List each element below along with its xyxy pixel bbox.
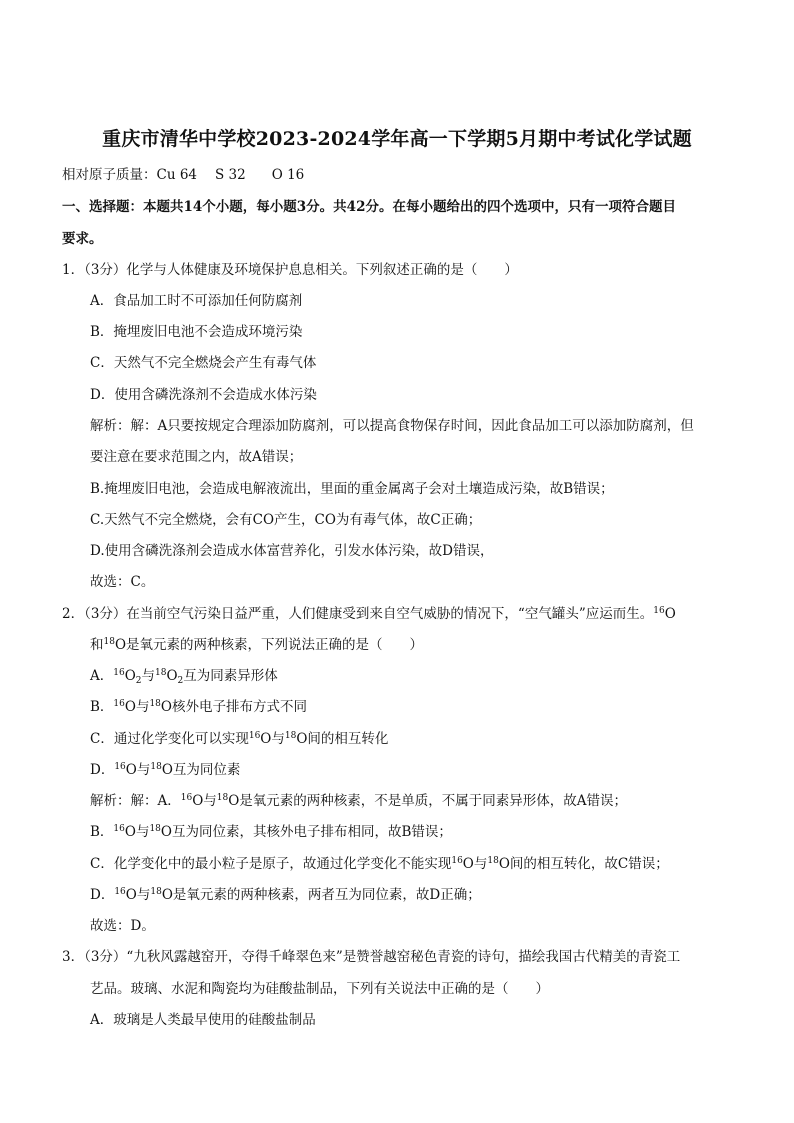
option-text: 互为同素异形体 [183,668,278,684]
atomic-mass-o: O 16 [271,167,305,183]
option-text: O互为同位素 [161,762,241,778]
q2-option-b [90,698,307,716]
q1-explanation-line4: C.天然气不完全燃烧，会有CO产生，CO为有毒气体，故C正确； [90,512,482,528]
q1-explanation-line5: D.使用含磷洗涤剂会造成水体富营养化，引发水体污染，故D错误， [90,543,494,559]
q2-option-c [90,730,388,748]
q3-option-a: A．玻璃是人类最早使用的硅酸盐制品 [90,1012,316,1028]
mass-number-18: 18 [216,793,229,803]
mass-number-16: 16 [113,824,125,834]
explanation-text: O与 [462,856,488,872]
mass-number-16: 16 [113,699,125,709]
section1-instructions-line1: 一、选择题：本题共14个小题，每小题3分。共42分。在每小题给出的四个选项中，只有一项符合题目 [62,199,676,215]
q3-stem-line1: 3．（3分）“九秋风露越窑开，夺得千峰翠色来”是赞誉越窑秘色青瓷的诗句，描绘我国古代精美的青瓷工 [62,949,681,965]
q1-explanation-line2: 要注意在要求范围之内，故A错误； [90,449,303,465]
explanation-text: O是氧元素的两种核素，不是单质，不属于同素异形体，故A错误； [228,793,628,809]
mass-number-18: 18 [103,637,115,647]
q2-explanation-line4 [90,886,481,904]
option-letter: A． [90,668,114,684]
oxygen-symbol: O [124,668,136,684]
q2-explanation-line2 [90,823,452,841]
mass-number-18: 18 [150,887,162,897]
option-letter: D． [90,762,115,778]
explanation-text: O互为同位素，其核外电子排布相同，故B错误； [160,824,452,840]
explanation-text: O是氧元素的两种核素，两者互为同位素，故D正确； [161,887,481,903]
option-letter: B． [90,699,114,715]
subscript-2: 2 [135,676,142,686]
oxygen-symbol: O [664,606,676,622]
q1-option-d: D．使用含磷洗涤剂不会造成水体污染 [90,387,317,403]
q2-stem-line1 [62,605,676,623]
mass-number-18: 18 [150,762,162,772]
atomic-mass-cu: Cu 64 [156,167,197,183]
mass-number-16: 16 [114,887,126,897]
explanation-text: O间的相互转化，故C错误； [498,856,669,872]
mass-number-16: 16 [653,606,665,616]
mass-number-16: 16 [248,731,261,741]
q2-option-d [90,761,240,779]
option-text: 与 [141,668,156,684]
q1-stem: 1．（3分）化学与人体健康及环境保护息息相关。下列叙述正确的是（ ） [62,262,518,278]
explanation-text: B． [90,824,114,840]
q1-option-b: B．掩埋废旧电池不会造成环境污染 [90,324,303,340]
option-text: O与 [260,731,285,747]
q3-stem-line2: 艺品。玻璃、水泥和陶瓷均为硅酸盐制品，下列有关说法中正确的是（ ） [90,981,549,997]
section1-instructions-line2: 要求。 [62,231,103,247]
q2-stem-and: 和 [90,637,104,653]
q2-option-a [90,667,278,685]
mass-number-16: 16 [451,856,463,866]
mass-number-18: 18 [149,699,161,709]
q2-stem-line2 [90,636,423,654]
explanation-text: O与 [192,793,217,809]
q2-stem-text2: O是氧元素的两种核素，下列说法正确的是（ ） [114,637,424,653]
document-title: 重庆市清华中学校2023-2024学年高一下学期5月期中考试化学试题 [102,128,692,150]
mass-number-16: 16 [180,793,193,803]
option-text: O与 [124,699,150,715]
mass-number-18: 18 [487,856,499,866]
atomic-mass-label: 相对原子质量： [62,167,157,183]
mass-number-16: 16 [113,668,125,678]
q1-option-c: C．天然气不完全燃烧会产生有毒气体 [90,355,317,371]
mass-number-18: 18 [149,824,161,834]
q2-answer: 故选：D。 [90,918,155,934]
q1-explanation-line3: B.掩埋废旧电池，会造成电解液流出，里面的重金属离子会对土壤造成污染，故B错误； [90,481,614,497]
explanation-text: O与 [124,824,150,840]
q1-explanation-line1: 解析：解：A只要按规定合理添加防腐剂，可以提高食物保存时间，因此食品加工可以添加防腐剂，但 [90,418,694,434]
mass-number-18: 18 [284,731,297,741]
explanation-text: C．化学变化中的最小粒子是原子，故通过化学变化不能实现 [90,856,452,872]
explanation-text: O与 [125,887,151,903]
q2-stem-text: 2．（3分）在当前空气污染日益严重，人们健康受到来自空气威胁的情况下，“空气罐头”应运而生。 [62,606,654,622]
explanation-text: D． [90,887,115,903]
mass-number-16: 16 [114,762,126,772]
subscript-2: 2 [177,676,184,686]
option-text: O间的相互转化 [296,731,389,747]
option-text: C．通过化学变化可以实现 [90,731,249,747]
option-text: O核外电子排布方式不同 [160,699,307,715]
mass-number-18: 18 [155,668,167,678]
atomic-mass-s: S 32 [215,167,246,183]
oxygen-symbol: O [166,668,178,684]
atomic-mass-line [62,166,304,184]
explanation-text: 解析：解：A． [90,793,181,809]
q2-explanation-line1 [90,792,627,810]
option-text: O与 [125,762,151,778]
q2-explanation-line3 [90,855,669,873]
q1-option-a: A．食品加工时不可添加任何防腐剂 [90,293,303,309]
q1-answer: 故选：C。 [90,574,155,590]
